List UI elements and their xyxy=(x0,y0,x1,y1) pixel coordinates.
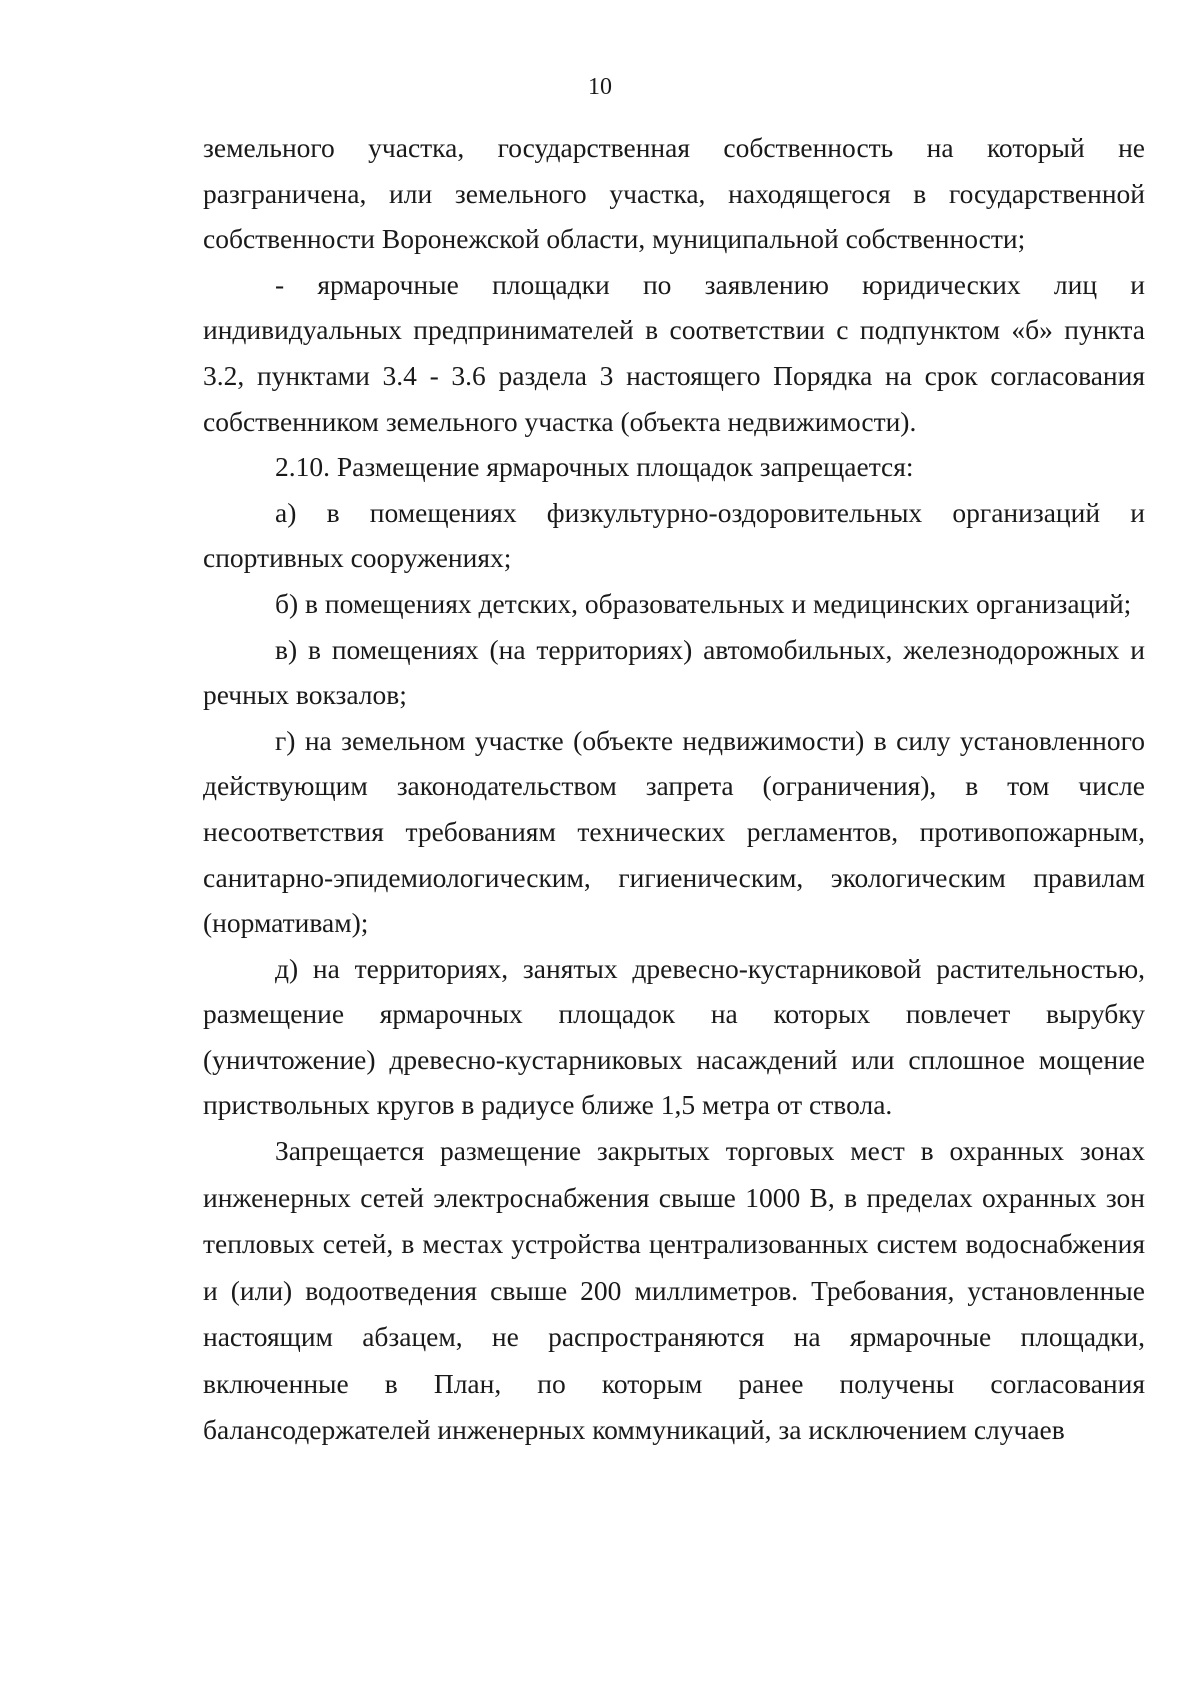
paragraph-5: б) в помещениях детских, образовательных и медицинских организаций; xyxy=(275,587,1132,619)
paragraph-9: Запрещается размещение закрытых торговых мест в охранных зонах инженерных сетей электроснабжения свыше 1000 В, в пределах охранных зон тепловых сетей, в местах устройства централизованных систем водоснабжения и (или) водоотведения свыше 200 миллиметров. Требования, установленные настоящим абзацем, не распространяются на ярмарочные площадки, включенные в План, по которым ранее получены согласования балансодержателей инженерных коммуникаций, за исключением случаев xyxy=(203,1135,1145,1446)
paragraph-3: 2.10. Размещение ярмарочных площадок запрещается: xyxy=(275,451,914,483)
paragraph-2: - ярмарочные площадки по заявлению юридических лиц и индивидуальных предпринимателей в соответствии с подпунктом «б» пункта 3.2, пунктами 3.4 - 3.6 раздела 3 настоящего Порядка на срок согласования собственником земельного участка (объекта недвижимости). xyxy=(203,268,1145,437)
document-body xyxy=(203,125,1145,1454)
paragraph-6: в) в помещениях (на территориях) автомобильных, железнодорожных и речных вокзалов; xyxy=(203,633,1145,711)
paragraph-1: земельного участка, государственная собственность на который не разграничена, или земельного участка, находящегося в государственной собственности Воронежской области, муниципальной собственности; xyxy=(203,132,1145,255)
paragraph-4: а) в помещениях физкультурно-оздоровительных организаций и спортивных сооружениях; xyxy=(203,496,1145,574)
page-number: 10 xyxy=(588,74,612,100)
paragraph-8: д) на территориях, занятых древесно-кустарниковой растительностью, размещение ярмарочных площадок на которых повлечет вырубку (уничтожение) древесно-кустарниковых насаждений или сплошное мощение приствольных кругов в радиусе ближе 1,5 метра от ствола. xyxy=(203,952,1145,1121)
paragraph-7: г) на земельном участке (объекте недвижимости) в силу установленного действующим законодательством запрета (ограничения), в том числе несоответствия требованиям технических регламентов, противопожарным, санитарно-эпидемиологическим, гигиеническим, экологическим правилам (нормативам); xyxy=(203,724,1145,939)
